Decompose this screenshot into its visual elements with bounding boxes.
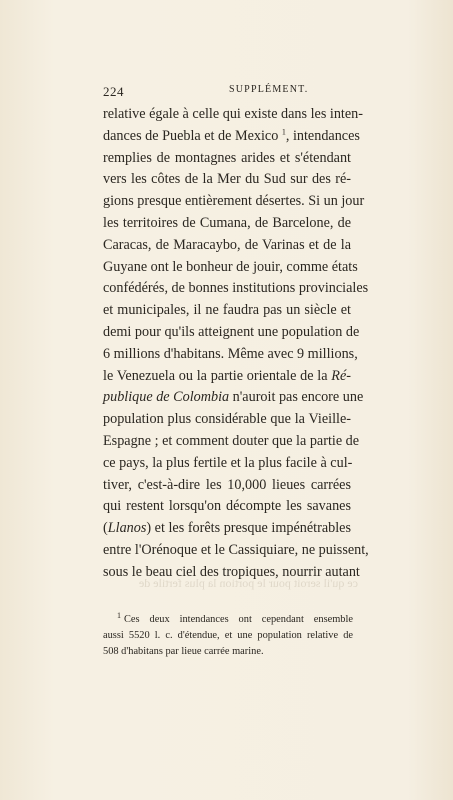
- text-segment: ) et les forêts presque impénétrables: [146, 520, 351, 537]
- text-line: gions presque entièrement désertes. Si un jour: [103, 193, 365, 210]
- text-line: [103, 387, 364, 409]
- italic-term: Llanos: [107, 520, 147, 537]
- italic-title: Ré-: [331, 367, 351, 384]
- text-line: [103, 518, 351, 540]
- body-text: [103, 104, 369, 584]
- footnote-line: 508 d'habitans par lieue carrée marine.: [103, 646, 264, 657]
- text-line: population plus considérable que la Vieille-: [103, 411, 351, 428]
- page-header: [103, 84, 350, 102]
- text-line: qui restent lorsqu'on décompte les savanes: [103, 498, 351, 515]
- text-line: demi pour qu'ils atteignent une population de: [103, 323, 360, 340]
- text-line: sous le beau ciel des tropiques, nourrir autant: [103, 563, 360, 580]
- text-line: vers les côtes de la Mer du Sud sur des ré-: [103, 171, 351, 188]
- text-line: et municipales, il ne faudra pas un siècle et: [103, 302, 351, 319]
- bleed-through-text: ce qu'il seroit pour le portion la plus fertile de: [138, 576, 358, 590]
- text-line: ce pays, la plus fertile et la plus facile à cul-: [103, 454, 353, 471]
- text-line: entre l'Orénoque et le Cassiquiare, ne puissent,: [103, 541, 369, 558]
- text-line: Espagne ; et comment douter que la partie de: [103, 432, 360, 449]
- footnote-number: 1: [117, 610, 121, 620]
- text-line: tiver, c'est-à-dire les 10,000 lieues carrées: [103, 476, 351, 493]
- italic-title: publique de Colombia: [103, 389, 230, 406]
- footnote: [103, 612, 353, 660]
- text-line: Guyane ont le bonheur de jouir, comme états: [103, 258, 358, 275]
- text-line: 6 millions d'habitans. Même avec 9 millions,: [103, 345, 358, 362]
- footnote-line: [103, 612, 353, 628]
- text-line: Caracas, de Maracaybo, de Varinas et de la: [103, 236, 351, 253]
- page-number: 224: [103, 84, 124, 99]
- text-line: confédérés, de bonnes institutions provinciales: [103, 280, 369, 297]
- text-line: remplies de montagnes arides et s'étendant: [103, 149, 351, 166]
- text-line: [103, 366, 351, 388]
- footnote-line: aussi 5520 l. c. d'étendue, et une population relative de: [103, 630, 353, 641]
- text-line: relative égale à celle qui existe dans les inten-: [103, 106, 363, 122]
- running-head: SUPPLÉMENT.: [229, 84, 309, 95]
- text-segment: n'auroit pas encore une: [232, 389, 364, 406]
- text-segment: (: [103, 520, 108, 537]
- text-segment: le Venezuela ou la partie orientale de la: [103, 367, 332, 384]
- text-segment: dances de Puebla et de Mexico: [103, 127, 282, 144]
- text-segment: , intendances: [285, 127, 360, 144]
- footnote-text: Ces deux intendances ont cependant ensemble: [124, 614, 353, 625]
- footnote-reference[interactable]: 1: [281, 127, 286, 137]
- text-line: [103, 126, 360, 148]
- text-line: les territoires de Cumana, de Barcelone, de: [103, 214, 351, 231]
